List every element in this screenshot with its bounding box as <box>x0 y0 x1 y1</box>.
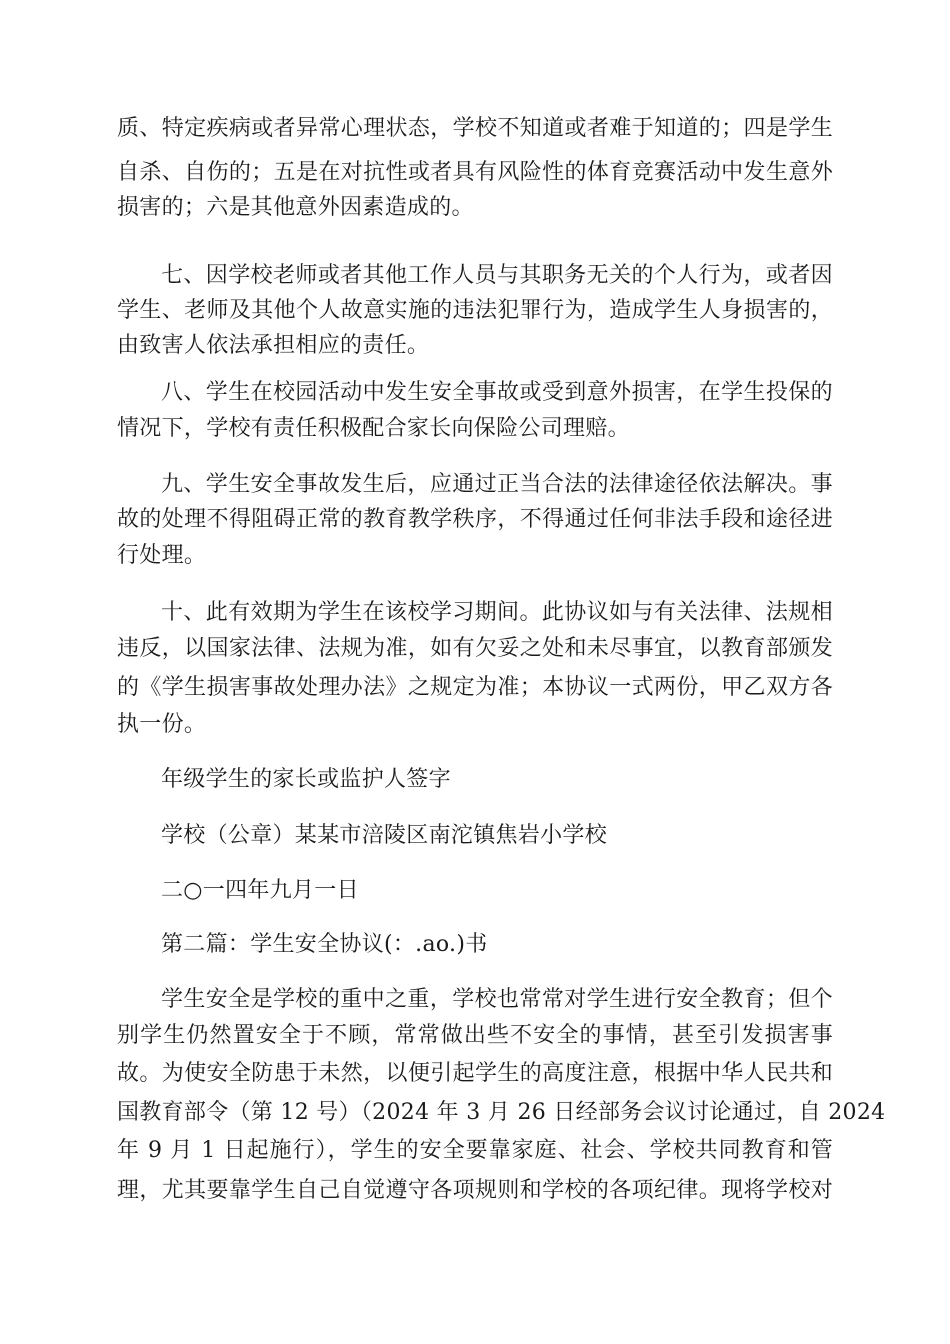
text-line: 故。为使安全防患于未然，以便引起学生的高度注意，根据中华人民共和 <box>117 1061 833 1086</box>
text-line: 学生安全是学校的重中之重，学校也常常对学生进行安全教育；但个 <box>161 987 833 1012</box>
signature-label: 年级学生的家长或监护人签字 <box>161 767 451 792</box>
text-line: 九、学生安全事故发生后，应通过正当合法的法律途径依法解决。事 <box>161 472 833 497</box>
text-line: 七、因学校老师或者其他工作人员与其职务无关的个人行为，或者因 <box>161 263 833 288</box>
text-line: 的《学生损害事故处理办法》之规定为准；本协议一式两份，甲乙双方各 <box>117 675 833 700</box>
text-line: 违反，以国家法律、法规为准，如有欠妥之处和未尽事宜，以教育部颁发 <box>117 636 833 661</box>
text-line: 质、特定疾病或者异常心理状态，学校不知道或者难于知道的；四是学生 <box>117 116 833 141</box>
text-line: 国教育部令（第 12 号）（2024 年 3 月 26 日经部务会议讨论通过，自 2024 <box>117 1100 886 1125</box>
section-title: 第二篇：学生安全协议(：.ao.)书 <box>161 932 488 957</box>
text-line: 由致害人依法承担相应的责任。 <box>117 333 430 358</box>
text-line: 情况下，学校有责任积极配合家长向保险公司理赔。 <box>117 416 630 441</box>
text-line: 损害的；六是其他意外因素造成的。 <box>117 195 474 220</box>
date-line: 二○一四年九月一日 <box>161 878 359 903</box>
text-line: 行处理。 <box>117 543 207 568</box>
text-line: 故的处理不得阻碍正常的教育教学秩序，不得通过任何非法手段和途径进 <box>117 507 833 532</box>
text-line: 执一份。 <box>117 712 207 737</box>
text-line: 八、学生在校园活动中发生安全事故或受到意外损害，在学生投保的 <box>161 380 833 405</box>
text-line: 理，尤其要靠学生自己自觉遵守各项规则和学校的各项纪律。现将学校对 <box>117 1178 833 1203</box>
text-line: 自杀、自伤的；五是在对抗性或者具有风险性的体育竞赛活动中发生意外 <box>117 160 833 185</box>
school-seal-line: 学校（公章）某某市涪陵区南沱镇焦岩小学校 <box>161 823 608 848</box>
text-line: 别学生仍然置安全于不顾，常常做出些不安全的事情，甚至引发损害事 <box>117 1023 833 1048</box>
text-line: 学生、老师及其他个人故意实施的违法犯罪行为，造成学生人身损害的， <box>117 298 833 323</box>
text-line: 十、此有效期为学生在该校学习期间。此协议如与有关法律、法规相 <box>161 600 833 625</box>
text-line: 年 9 月 1 日起施行），学生的安全要靠家庭、社会、学校共同教育和管 <box>117 1138 833 1163</box>
